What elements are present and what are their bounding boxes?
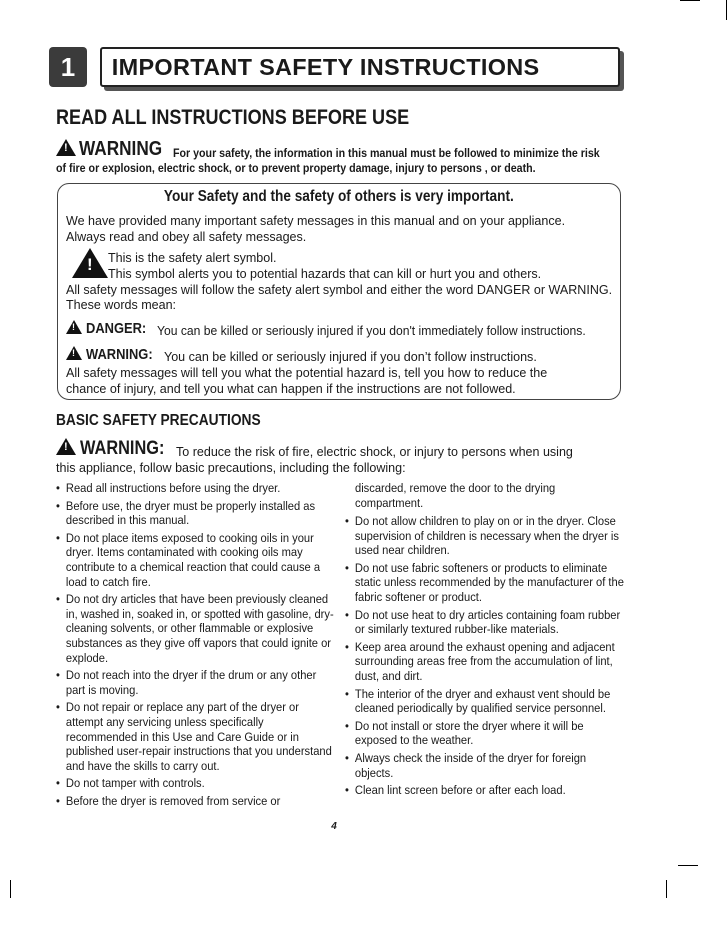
warning-icon (56, 139, 76, 156)
danger-label: DANGER: (86, 320, 147, 337)
safety-alert-symbol-icon (72, 248, 108, 278)
precaution-item: • Before the dryer is removed from service or (56, 794, 336, 809)
safety-closing-2: chance of injury, and tell you what can happen if the instructions are not followed. (66, 381, 516, 396)
safety-closing-1: All safety messages will tell you what the potential hazard is, tell you how to reduce the (66, 365, 548, 380)
precaution-item: • Keep area around the exhaust opening and adjacent surrounding areas free from the accumulation of lint, dust, and dirt. (345, 640, 625, 684)
warning-icon (56, 438, 76, 455)
safety-intro-1: We have provided many important safety messages in this manual and on your appliance. (66, 213, 566, 228)
right-precautions-list (345, 514, 635, 801)
top-warning-line1: For your safety, the information in this manual must be followed to minimize the risk (173, 146, 600, 160)
crop-mark-bottom-right (678, 865, 698, 866)
basic-warning-line1: To reduce the risk of fire, electric shock, or injury to persons when using (176, 444, 573, 459)
section-number-badge: 1 (49, 47, 87, 87)
basic-safety-heading: BASIC SAFETY PRECAUTIONS (56, 412, 261, 429)
warning-label: WARNING (79, 138, 163, 160)
safety-box-title-wrap (57, 188, 621, 206)
precaution-item: • Do not dry articles that have been previously cleaned in, washed in, soaked in, or spotted with gasoline, dry-cleaning solvents, or other flammable or explosive substances as they give off vapors that could ignite or explode. (56, 592, 336, 665)
read-all-heading: READ ALL INSTRUCTIONS BEFORE USE (56, 106, 410, 129)
safety-symbol-2: This symbol alerts you to potential hazards that can kill or hurt you and others. (108, 266, 542, 281)
precaution-item: • Do not reach into the dryer if the drum or any other part is moving. (56, 668, 336, 697)
crop-mark-bottom-right-v (666, 880, 667, 898)
precaution-item: • Always check the inside of the dryer for foreign objects. (345, 751, 625, 780)
safety-follow-2: These words mean: (66, 297, 177, 312)
safety-box-title: Your Safety and the safety of others is very important. (164, 188, 514, 205)
danger-row (66, 320, 156, 338)
basic-warning (56, 438, 179, 460)
precaution-item: • Do not allow children to play on or in the dryer. Close supervision of children is necessary when the dryer is used near children. (345, 514, 625, 558)
page-number: 4 (331, 821, 337, 832)
safety-follow-1: All safety messages will follow the safety alert symbol and either the word DANGER or WARNING. (66, 282, 613, 297)
warning-icon (66, 346, 82, 360)
precaution-item: • Do not install or store the dryer where it will be exposed to the weather. (345, 719, 625, 748)
precaution-item: • Do not place items exposed to cooking oils in your dryer. Items contaminated with cooking oils may contribute to a chemical reaction that could cause a load to catch fire. (56, 531, 336, 589)
crop-mark-bottom-left-v (10, 880, 11, 898)
precaution-item: • The interior of the dryer and exhaust vent should be cleaned periodically by qualified service personnel. (345, 687, 625, 716)
precaution-item: • Do not repair or replace any part of the dryer or attempt any servicing unless specifically recommended in this Use and Care Guide or in published user-repair instructions that you understand and have the skills to carry out. (56, 700, 336, 773)
danger-icon (66, 320, 82, 334)
right-continuation: discarded, remove the door to the drying compartment. (355, 481, 556, 510)
precaution-item: • Before use, the dryer must be properly installed as described in this manual. (56, 499, 336, 528)
warning-text: You can be killed or seriously injured if you don’t follow instructions. (164, 349, 537, 364)
precaution-item: • Read all instructions before using the dryer. (56, 481, 336, 496)
top-warning (56, 138, 176, 161)
left-precautions-list (56, 481, 346, 811)
precaution-item: • Do not use fabric softeners or products to eliminate static unless recommended by the manufacturer of the fabric softener or product. (345, 561, 625, 605)
precaution-item: • Clean lint screen before or after each load. (345, 783, 625, 798)
top-warning-line2: of fire or explosion, electric shock, or to prevent property damage, injury to persons , or death. (56, 161, 536, 175)
crop-mark-top-right-v (726, 0, 727, 20)
basic-warning-label: WARNING: (80, 438, 165, 459)
safety-intro-2: Always read and obey all safety messages. (66, 229, 307, 244)
basic-warning-line2: this appliance, follow basic precautions, including the following: (56, 460, 406, 475)
precaution-item: • Do not tamper with controls. (56, 776, 336, 791)
crop-mark-top-right (680, 0, 700, 1)
danger-text: You can be killed or seriously injured if you don't immediately follow instructions. (157, 323, 586, 338)
section-title: IMPORTANT SAFETY INSTRUCTIONS (111, 54, 540, 80)
section-header (100, 47, 620, 87)
warning-row (66, 346, 164, 364)
safety-symbol-1: This is the safety alert symbol. (108, 250, 277, 265)
precaution-item: • Do not use heat to dry articles containing foam rubber or similarly textured rubber-like materials. (345, 608, 625, 637)
warning-label: WARNING: (86, 346, 154, 363)
